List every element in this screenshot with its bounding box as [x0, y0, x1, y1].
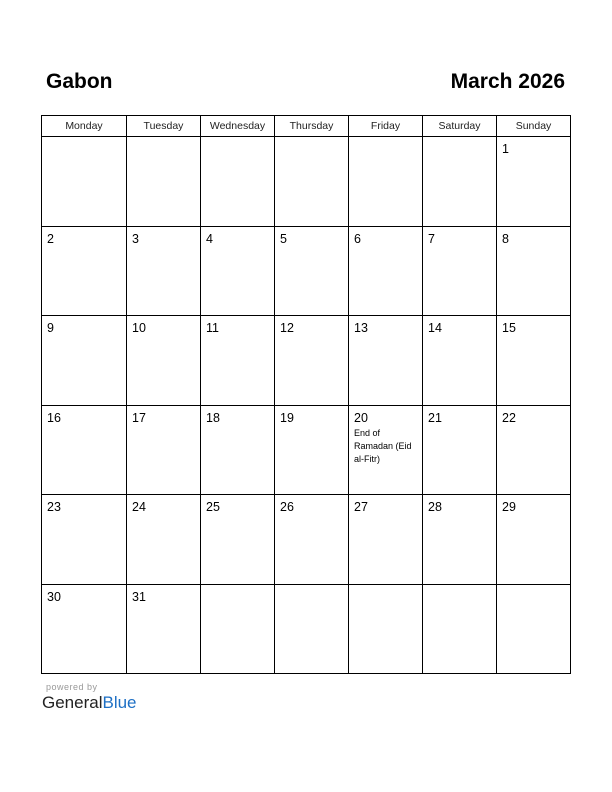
- day-number: 22: [502, 410, 516, 425]
- day-cell: [275, 406, 349, 495]
- day-number: 25: [206, 500, 220, 514]
- day-cell: [275, 585, 349, 673]
- day-cell: [42, 227, 127, 316]
- generalblue-logo[interactable]: [42, 693, 137, 713]
- day-number: 2: [47, 231, 54, 246]
- day-cell: [275, 316, 349, 405]
- country-title: Gabon: [46, 70, 113, 93]
- day-cell: [127, 495, 201, 584]
- day-cell: [201, 406, 275, 495]
- day-number: 31: [132, 589, 146, 604]
- day-cell: [201, 137, 275, 226]
- day-number: 12: [280, 321, 294, 335]
- week-row: [42, 585, 570, 673]
- day-number: 20: [354, 410, 368, 425]
- day-cell: [423, 227, 497, 316]
- day-number: 15: [502, 321, 516, 335]
- day-cell: [42, 137, 127, 226]
- day-cell: [127, 585, 201, 673]
- weekday-header-row: [42, 116, 570, 137]
- day-number: 17: [132, 410, 146, 425]
- powered-by-text: powered by: [46, 682, 98, 692]
- week-row: [42, 316, 570, 406]
- week-row: [42, 495, 570, 585]
- day-cell: [497, 137, 570, 226]
- day-cell: [349, 406, 423, 495]
- day-number: 10: [132, 321, 146, 335]
- day-cell: [423, 137, 497, 226]
- holiday-label: End of Ramadan (Eid al-Fitr): [354, 427, 412, 464]
- calendar-weeks: [42, 137, 570, 673]
- weekday-saturday: Saturday: [423, 116, 497, 136]
- day-number: 16: [47, 410, 61, 425]
- weekday-tuesday: Tuesday: [127, 116, 201, 136]
- week-row: [42, 227, 570, 317]
- day-cell: [42, 406, 127, 495]
- day-cell: [42, 585, 127, 673]
- weekday-wednesday: Wednesday: [201, 116, 275, 136]
- day-number: 19: [280, 410, 294, 425]
- day-number: 30: [47, 589, 61, 604]
- weekday-monday: Monday: [42, 116, 127, 136]
- day-number: 7: [428, 231, 435, 246]
- day-cell: [423, 406, 497, 495]
- day-number: 14: [428, 321, 442, 335]
- day-cell: [349, 316, 423, 405]
- day-cell: [423, 585, 497, 673]
- week-row: [42, 137, 570, 227]
- day-cell: [349, 137, 423, 226]
- day-cell: [423, 316, 497, 405]
- day-cell: [497, 585, 570, 673]
- day-cell: [349, 495, 423, 584]
- day-cell: [423, 495, 497, 584]
- day-number: 1: [502, 142, 509, 156]
- day-number: 23: [47, 500, 61, 514]
- day-cell: [275, 495, 349, 584]
- day-cell: [275, 137, 349, 226]
- day-number: 18: [206, 410, 220, 425]
- day-cell: [497, 227, 570, 316]
- calendar-grid: [41, 115, 571, 674]
- day-number: 24: [132, 500, 146, 514]
- day-number: 26: [280, 500, 294, 514]
- day-number: 3: [132, 231, 139, 246]
- day-cell: [127, 406, 201, 495]
- day-number: 13: [354, 321, 368, 335]
- brand-blue: Blue: [102, 693, 137, 712]
- weekday-thursday: Thursday: [275, 116, 349, 136]
- day-number: 29: [502, 500, 516, 514]
- day-cell: [201, 495, 275, 584]
- day-number: 6: [354, 231, 361, 246]
- day-number: 11: [206, 321, 219, 335]
- day-cell: [42, 316, 127, 405]
- day-cell: [201, 585, 275, 673]
- day-cell: [349, 227, 423, 316]
- day-cell: [42, 495, 127, 584]
- day-cell: [497, 316, 570, 405]
- day-cell: [201, 316, 275, 405]
- day-cell: [127, 227, 201, 316]
- day-cell: [349, 585, 423, 673]
- day-number: 8: [502, 231, 509, 246]
- day-cell: [201, 227, 275, 316]
- day-cell: [127, 137, 201, 226]
- day-number: 28: [428, 500, 442, 514]
- day-cell: [497, 495, 570, 584]
- day-cell: [497, 406, 570, 495]
- month-title: March 2026: [450, 70, 565, 93]
- day-number: 4: [206, 231, 213, 246]
- day-number: 9: [47, 321, 54, 335]
- weekday-friday: Friday: [349, 116, 423, 136]
- week-row: [42, 406, 570, 496]
- weekday-sunday: Sunday: [515, 120, 552, 132]
- day-number: 5: [280, 231, 287, 246]
- day-cell: [275, 227, 349, 316]
- day-cell: [127, 316, 201, 405]
- day-number: 27: [354, 500, 368, 514]
- day-number: 21: [428, 410, 442, 425]
- brand-general: General: [42, 693, 103, 712]
